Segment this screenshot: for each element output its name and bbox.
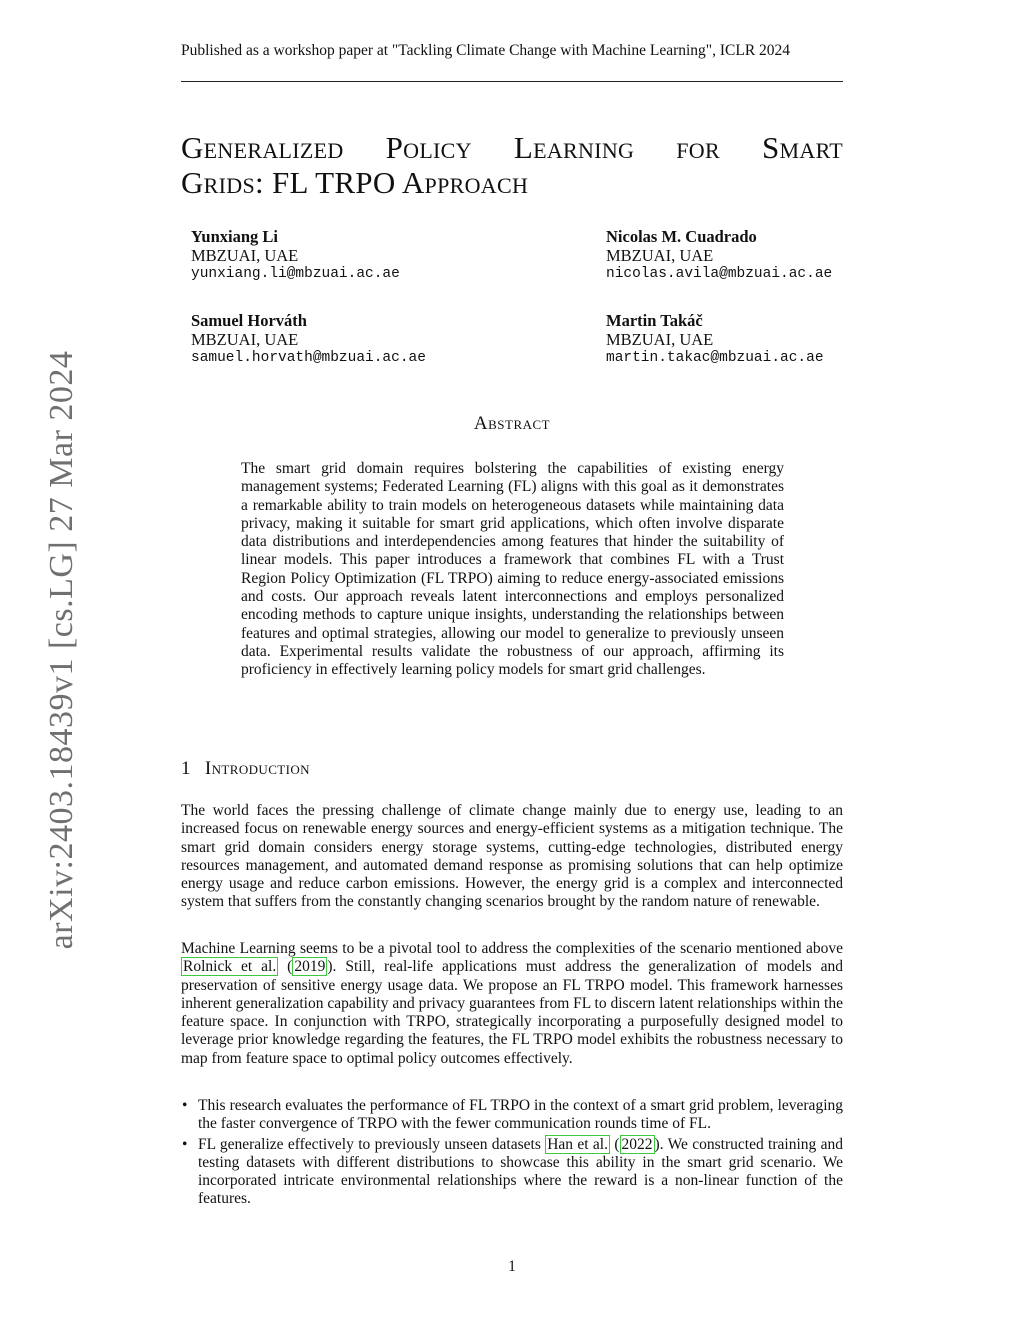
author-affiliation: MBZUAI, UAE — [191, 330, 299, 349]
bullet-icon: • — [182, 1135, 188, 1153]
citation-paren: ( — [610, 1135, 620, 1153]
list-item-text: This research evaluates the performance of FL TRPO in the context of a smart grid problem, leveraging the faster convergence of TRPO with the fewer communication rounds time of FL. — [198, 1097, 843, 1133]
author-name: Nicolas M. Cuadrado — [606, 227, 757, 246]
paragraph-text: . Still, real-life applications must address the generalization of models and preservation of sensitive energy usage data. We propose an FL TRPO model. This framework harnesses inherent generalization capability and privacy guarantees from FL to discern latent relationships within the feature space. In conjunction with TRPO, strategically incorporating a purposefully designed model to leverage prior knowledge regarding the features, the FL TRPO model exhibits the robustness necessary to map from feature space to optimal policy outcomes effectively. — [181, 958, 844, 1067]
author-block — [191, 227, 400, 284]
author-affiliation: MBZUAI, UAE — [191, 246, 299, 265]
citation-year-link-2022[interactable]: 2022 — [621, 1135, 653, 1153]
section-title: Introduction — [204, 758, 310, 779]
list-item — [181, 1136, 843, 1209]
abstract-text: The smart grid domain requires bolstering the capabilities of existing energy management systems; Federated Learning (FL) aligns with this goal as it demonstrates a remarkable ability to train models on heterogeneous datasets while maintaining data privacy, making it suitable for smart grid applications, which often involve disparate data distributions and interdependencies among features that hinder the suitability of linear models. This paper introduces a framework that combines FL with a Trust Region Policy Optimization (FL TRPO) aiming to reduce energy-associated emissions and costs. Our approach reveals latent interconnections and employs personalized encoding methods to capture unique insights, understanding the relationships between features and optimal strategies, allowing our model to generalize to previously unseen data. Experimental results validate the robustness of our approach, affirming its proficiency in effectively learning policy models for smart grid challenges. — [241, 460, 784, 679]
abstract-heading: Abstract — [473, 413, 551, 434]
author-name: Martin Takáč — [606, 311, 703, 330]
author-email[interactable]: martin.takac@mbzuai.ac.ae — [606, 350, 824, 366]
author-block — [606, 227, 832, 284]
paper-title-line-1: Generalized Policy Learning for Smart — [181, 130, 843, 165]
author-email[interactable]: yunxiang.li@mbzuai.ac.ae — [191, 266, 400, 282]
list-item-text: FL generalize effectively to previously unseen datasets — [198, 1135, 546, 1153]
paragraph-text: Machine Learning seems to be a pivotal tool to address the complexities of the scenario mentioned above — [181, 940, 843, 957]
intro-paragraph-1: The world faces the pressing challenge of climate change mainly due to energy use, leading to an increased focus on renewable energy sources and energy-efficient systems as a mitigation technique. The smart grid domain considers energy storage systems, cutting-edge technologies, distributed energy resources management, and automated demand response as promising solutions that can help optimize energy usage and reduce carbon emissions. However, the energy grid is a complex and interconnected system that suffers from the constantly changing scenarios brought by the random nature of renewable. — [181, 802, 843, 911]
intro-paragraph-2 — [181, 940, 843, 1068]
paper-title — [181, 130, 843, 200]
citation-paren: ( — [278, 958, 293, 976]
arxiv-side-identifier: arXiv:2403.18439v1 [cs.LG] 27 Mar 2024 — [43, 350, 80, 950]
citation-paren: ) — [327, 958, 333, 976]
citation-paren: ) — [654, 1135, 660, 1153]
citation-year-link-2019[interactable]: 2019 — [294, 958, 326, 976]
author-block — [606, 311, 824, 368]
paper-title-line-2: Grids: FL TRPO Approach — [181, 165, 529, 200]
section-number: 1 — [181, 758, 191, 779]
workshop-header-note: Published as a workshop paper at "Tackling Climate Change with Machine Learning", ICLR 2024 — [181, 42, 791, 59]
bullet-icon: • — [182, 1097, 188, 1114]
author-name: Samuel Horváth — [191, 311, 307, 330]
citation-link-han[interactable]: Han et al. — [547, 1135, 608, 1153]
author-email[interactable]: samuel.horvath@mbzuai.ac.ae — [191, 350, 426, 366]
author-block — [191, 311, 426, 368]
list-item — [181, 1097, 843, 1134]
header-rule — [181, 81, 843, 82]
citation-link-rolnick[interactable]: Rolnick et al. — [183, 958, 277, 976]
section-heading — [181, 758, 310, 780]
list-item-text: . We constructed training and testing datasets with different distributions to showcase this ability in the smart grid scenario. We incorporated intricate environmental relationships where the reward is a non-linear function of the features. — [198, 1135, 843, 1208]
author-name: Yunxiang Li — [191, 227, 278, 246]
author-affiliation: MBZUAI, UAE — [606, 330, 714, 349]
author-affiliation: MBZUAI, UAE — [606, 246, 714, 265]
author-email[interactable]: nicolas.avila@mbzuai.ac.ae — [606, 266, 833, 282]
contribution-list — [181, 1097, 843, 1211]
page-number: 1 — [508, 1258, 516, 1275]
